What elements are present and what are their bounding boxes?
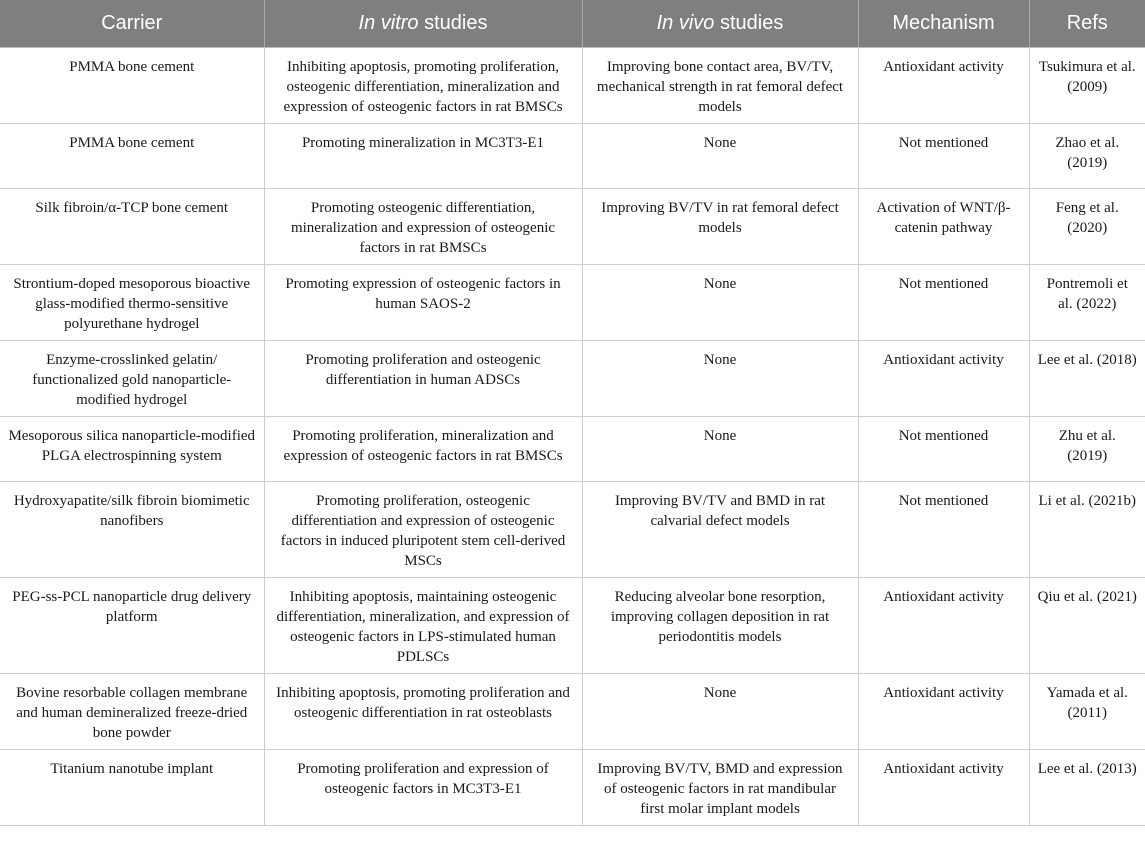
cell-carrier: PMMA bone cement: [0, 48, 264, 124]
cell-in-vivo: None: [582, 124, 858, 189]
cell-in-vivo: None: [582, 341, 858, 417]
header-mechanism: Mechanism: [858, 0, 1029, 48]
cell-refs: Pontremoli et al. (2022): [1029, 265, 1145, 341]
cell-in-vivo: Reducing alveolar bone resorption, improving collagen deposition in rat periodontitis models: [582, 578, 858, 674]
cell-in-vivo: None: [582, 674, 858, 750]
table-row: [0, 265, 1145, 341]
cell-mechanism: Activation of WNT/β-catenin pathway: [858, 189, 1029, 265]
cell-refs: Qiu et al. (2021): [1029, 578, 1145, 674]
cell-mechanism: Antioxidant activity: [858, 750, 1029, 826]
cell-carrier: Strontium-doped mesoporous bioactive glass-modified thermo-sensitive polyurethane hydrogel: [0, 265, 264, 341]
cell-in-vivo: None: [582, 265, 858, 341]
cell-refs: Zhao et al. (2019): [1029, 124, 1145, 189]
header-in-vivo-rest: studies: [714, 12, 784, 34]
cell-carrier: Bovine resorbable collagen membrane and human demineralized freeze-dried bone powder: [0, 674, 264, 750]
cell-mechanism: Antioxidant activity: [858, 578, 1029, 674]
cell-in-vitro: Promoting proliferation and osteogenic differentiation in human ADSCs: [264, 341, 582, 417]
cell-carrier: Mesoporous silica nanoparticle-modified PLGA electrospinning system: [0, 417, 264, 482]
cell-in-vitro: Promoting expression of osteogenic factors in human SAOS-2: [264, 265, 582, 341]
table-row: [0, 750, 1145, 826]
cell-in-vitro: Promoting mineralization in MC3T3-E1: [264, 124, 582, 189]
cell-in-vivo: Improving BV/TV, BMD and expression of osteogenic factors in rat mandibular first molar implant models: [582, 750, 858, 826]
header-in-vitro-rest: studies: [418, 12, 488, 34]
cell-in-vivo: Improving BV/TV in rat femoral defect models: [582, 189, 858, 265]
table-row: [0, 482, 1145, 578]
cell-mechanism: Not mentioned: [858, 482, 1029, 578]
cell-in-vitro: Promoting proliferation, osteogenic differentiation and expression of osteogenic factors in induced pluripotent stem cell-derived MSCs: [264, 482, 582, 578]
cell-refs: Tsukimura et al. (2009): [1029, 48, 1145, 124]
table-row: [0, 578, 1145, 674]
cell-carrier: PEG-ss-PCL nanoparticle drug delivery platform: [0, 578, 264, 674]
cell-in-vitro: Promoting proliferation and expression of osteogenic factors in MC3T3-E1: [264, 750, 582, 826]
cell-mechanism: Not mentioned: [858, 417, 1029, 482]
cell-in-vitro: Inhibiting apoptosis, maintaining osteogenic differentiation, mineralization, and expression of osteogenic factors in LPS-stimulated human PDLSCs: [264, 578, 582, 674]
table-body: [0, 48, 1145, 826]
cell-in-vitro: Inhibiting apoptosis, promoting proliferation and osteogenic differentiation in rat osteoblasts: [264, 674, 582, 750]
cell-carrier: Titanium nanotube implant: [0, 750, 264, 826]
cell-refs: Lee et al. (2013): [1029, 750, 1145, 826]
cell-mechanism: Antioxidant activity: [858, 674, 1029, 750]
header-row: [0, 0, 1145, 48]
table-row: [0, 674, 1145, 750]
header-carrier: Carrier: [0, 0, 264, 48]
cell-in-vivo: None: [582, 417, 858, 482]
cell-refs: Lee et al. (2018): [1029, 341, 1145, 417]
cell-in-vivo: Improving BV/TV and BMD in rat calvarial defect models: [582, 482, 858, 578]
table-row: [0, 189, 1145, 265]
table-row: [0, 341, 1145, 417]
cell-carrier: Silk fibroin/α-TCP bone cement: [0, 189, 264, 265]
table-row: [0, 48, 1145, 124]
cell-refs: Li et al. (2021b): [1029, 482, 1145, 578]
header-in-vitro-italic: In vitro: [358, 12, 419, 34]
cell-carrier: Enzyme-crosslinked gelatin/ functionalized gold nanoparticle-modified hydrogel: [0, 341, 264, 417]
cell-refs: Zhu et al. (2019): [1029, 417, 1145, 482]
table-row: [0, 417, 1145, 482]
header-in-vitro: [264, 0, 582, 48]
cell-mechanism: Antioxidant activity: [858, 341, 1029, 417]
cell-in-vitro: Inhibiting apoptosis, promoting proliferation, osteogenic differentiation, mineralization and expression of osteogenic factors in rat BMSCs: [264, 48, 582, 124]
cell-carrier: Hydroxyapatite/silk fibroin biomimetic nanofibers: [0, 482, 264, 578]
cell-in-vivo: Improving bone contact area, BV/TV, mechanical strength in rat femoral defect models: [582, 48, 858, 124]
cell-mechanism: Antioxidant activity: [858, 48, 1029, 124]
cell-mechanism: Not mentioned: [858, 124, 1029, 189]
header-refs: Refs: [1029, 0, 1145, 48]
table-header: [0, 0, 1145, 48]
cell-in-vitro: Promoting osteogenic differentiation, mineralization and expression of osteogenic factors in rat BMSCs: [264, 189, 582, 265]
cell-mechanism: Not mentioned: [858, 265, 1029, 341]
header-in-vivo: [582, 0, 858, 48]
cell-carrier: PMMA bone cement: [0, 124, 264, 189]
header-in-vivo-italic: In vivo: [656, 12, 715, 34]
cell-refs: Feng et al. (2020): [1029, 189, 1145, 265]
cell-in-vitro: Promoting proliferation, mineralization and expression of osteogenic factors in rat BMSCs: [264, 417, 582, 482]
table-row: [0, 124, 1145, 189]
cell-refs: Yamada et al. (2011): [1029, 674, 1145, 750]
